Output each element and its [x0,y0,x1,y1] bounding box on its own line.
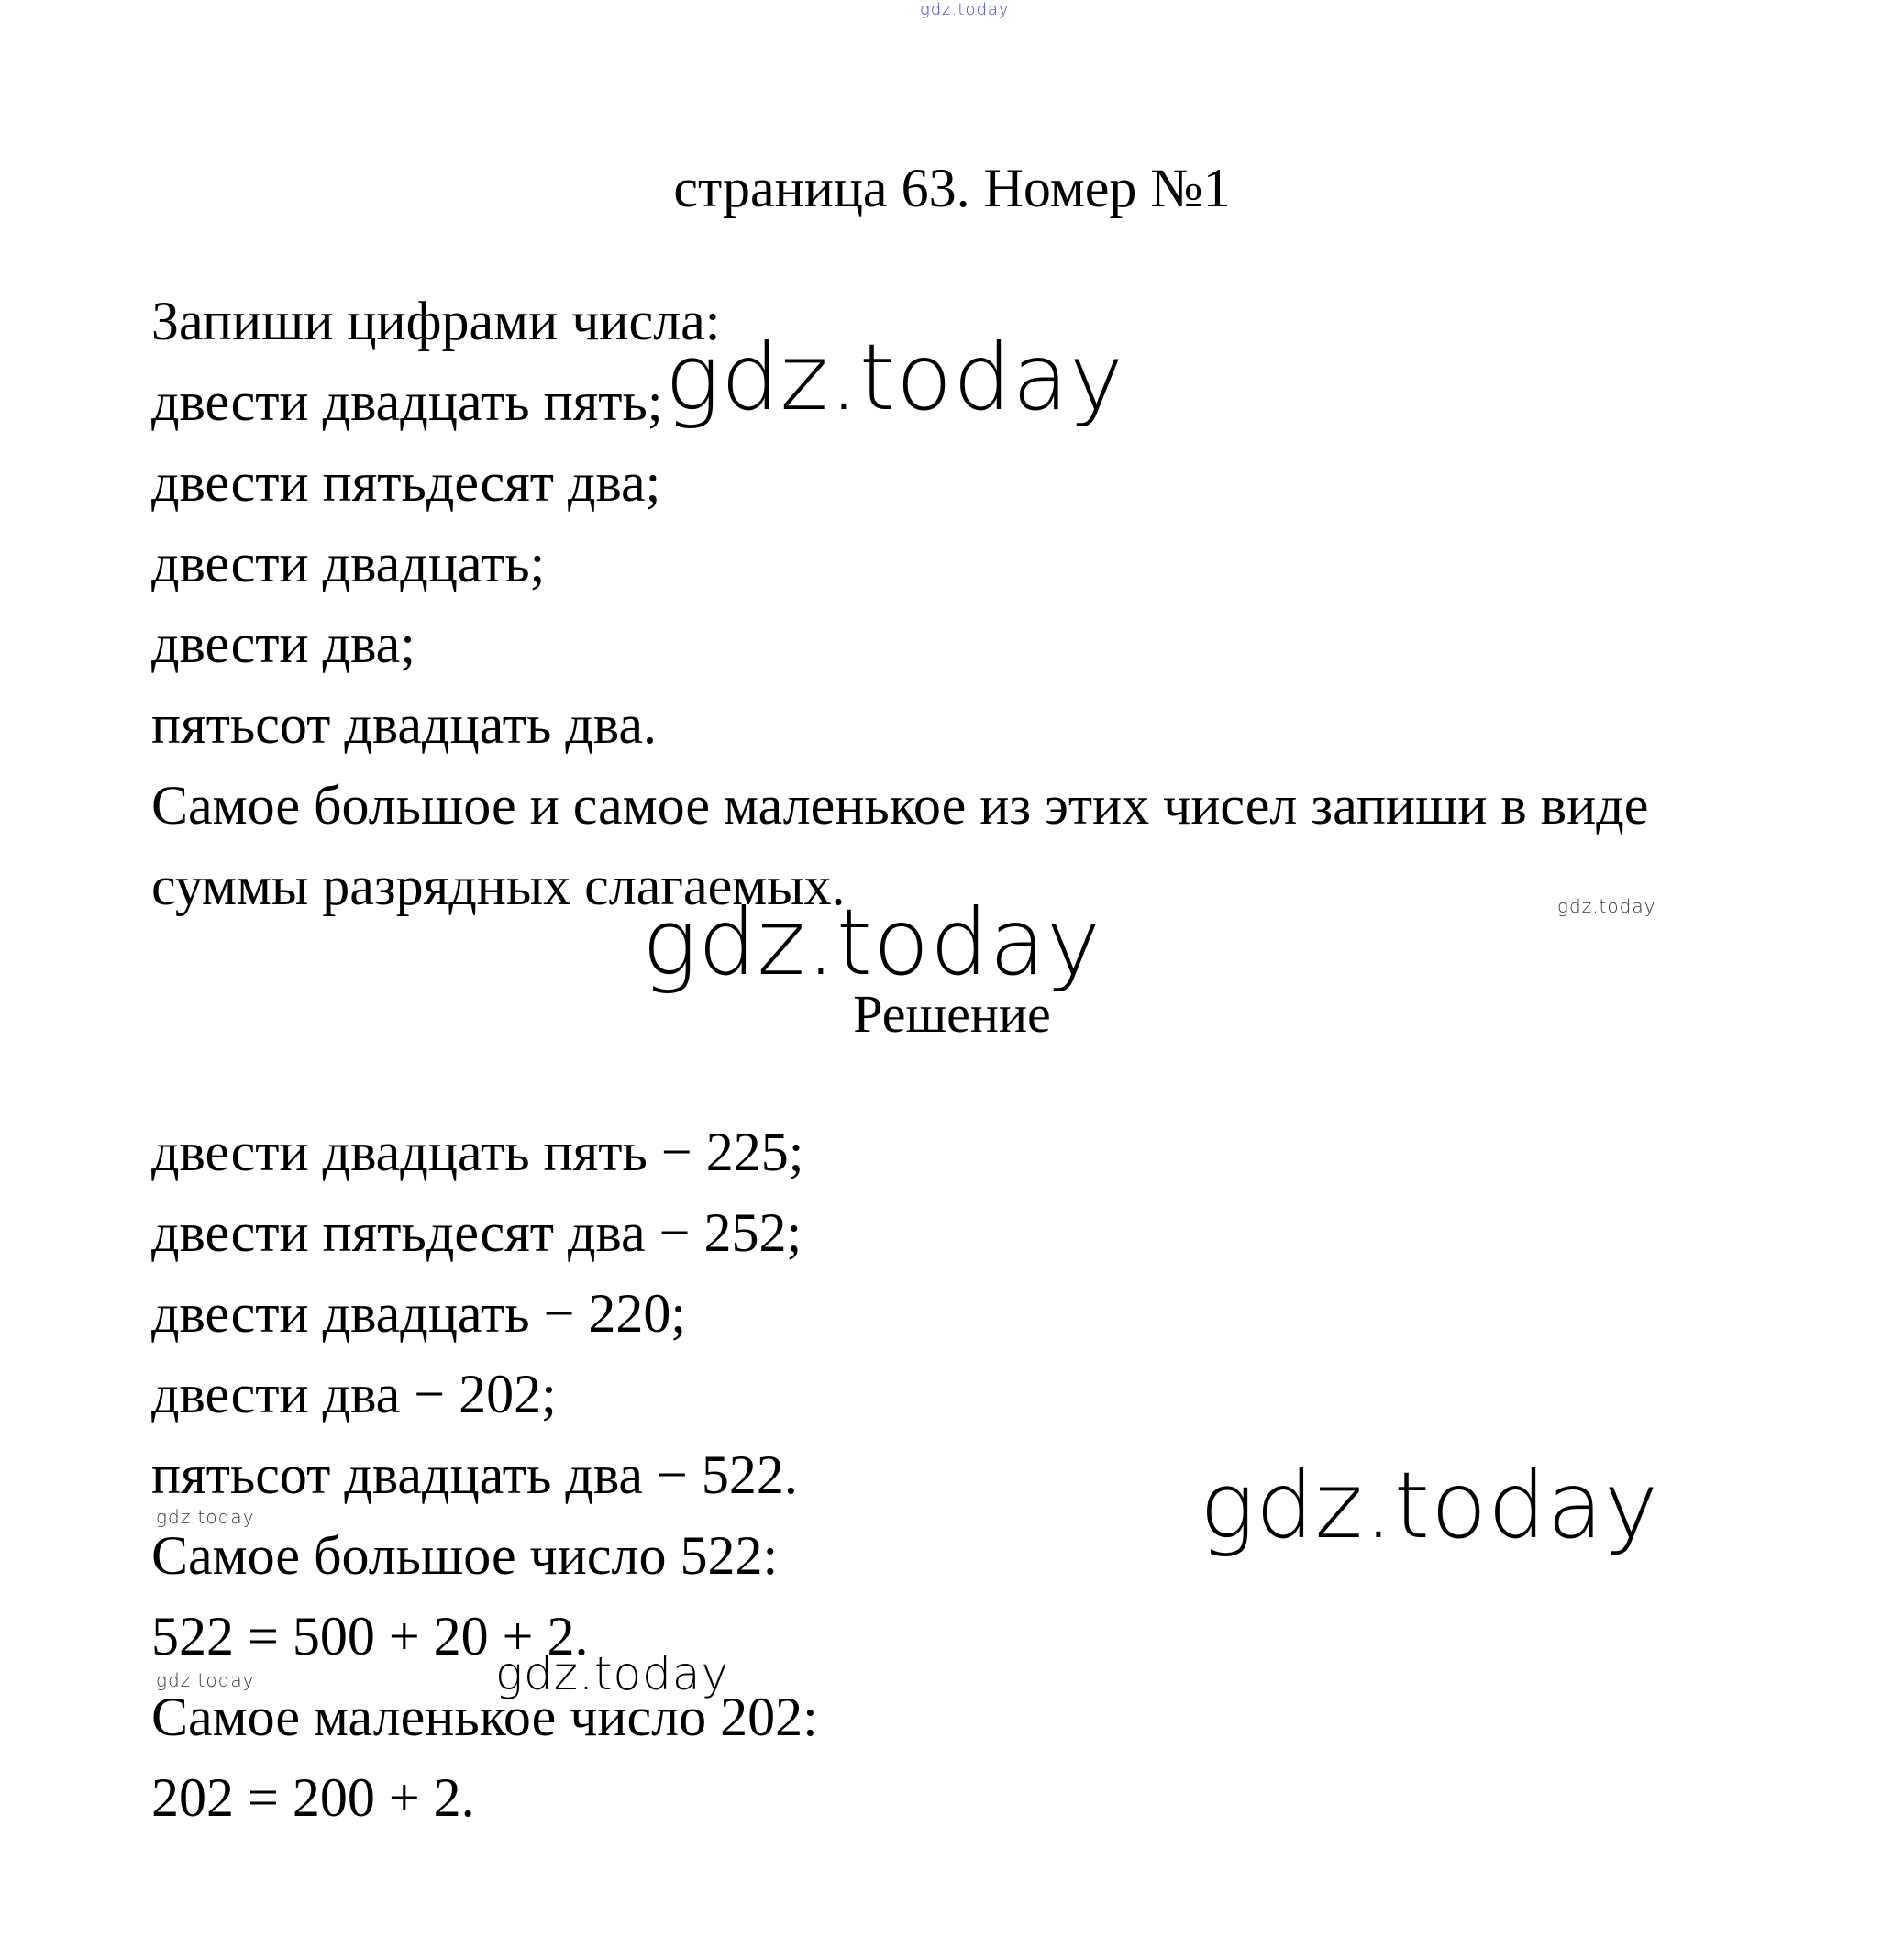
solution-line: 202 = 200 + 2. [151,1767,475,1828]
task-line: Запиши цифрами числа: [151,291,721,351]
task-line: суммы разрядных слагаемых. [151,856,846,916]
solution-line: Самое большое число 522: [151,1525,779,1586]
watermark-top: gdz.today [920,0,1010,19]
solution-line: двести двадцать − 220; [151,1283,687,1344]
task-line: двести пятьдесят два; [151,452,661,513]
solution-line: 522 = 500 + 20 + 2. [151,1606,589,1666]
solution-heading: Решение [853,984,1051,1044]
watermark-large: gdz.today [642,889,1102,996]
solution-line: Самое маленькое число 202: [151,1687,818,1747]
task-line: двести двадцать; [151,533,546,593]
watermark-large: gdz.today [665,324,1125,431]
task-line: двести два; [151,614,415,674]
task-line: Самое большое и самое маленькое из этих чисел запиши в виде [151,775,1649,836]
solution-line: двести пятьдесят два − 252; [151,1202,803,1263]
solution-line: пятьсот двадцать два − 522. [151,1444,798,1505]
watermark-medium: gdz.today [495,1647,730,1700]
watermark-small: gdz.today [156,1669,255,1691]
page-title: страница 63. Номер №1 [673,158,1231,218]
task-line: двести двадцать пять; [151,371,663,432]
watermark-large: gdz.today [1200,1452,1660,1559]
solution-line: двести два − 202; [151,1364,557,1424]
watermark-small: gdz.today [156,1506,255,1528]
task-line: пятьсот двадцать два. [151,694,658,755]
watermark-small: gdz.today [1557,895,1656,917]
solution-line: двести двадцать пять − 225; [151,1122,804,1182]
